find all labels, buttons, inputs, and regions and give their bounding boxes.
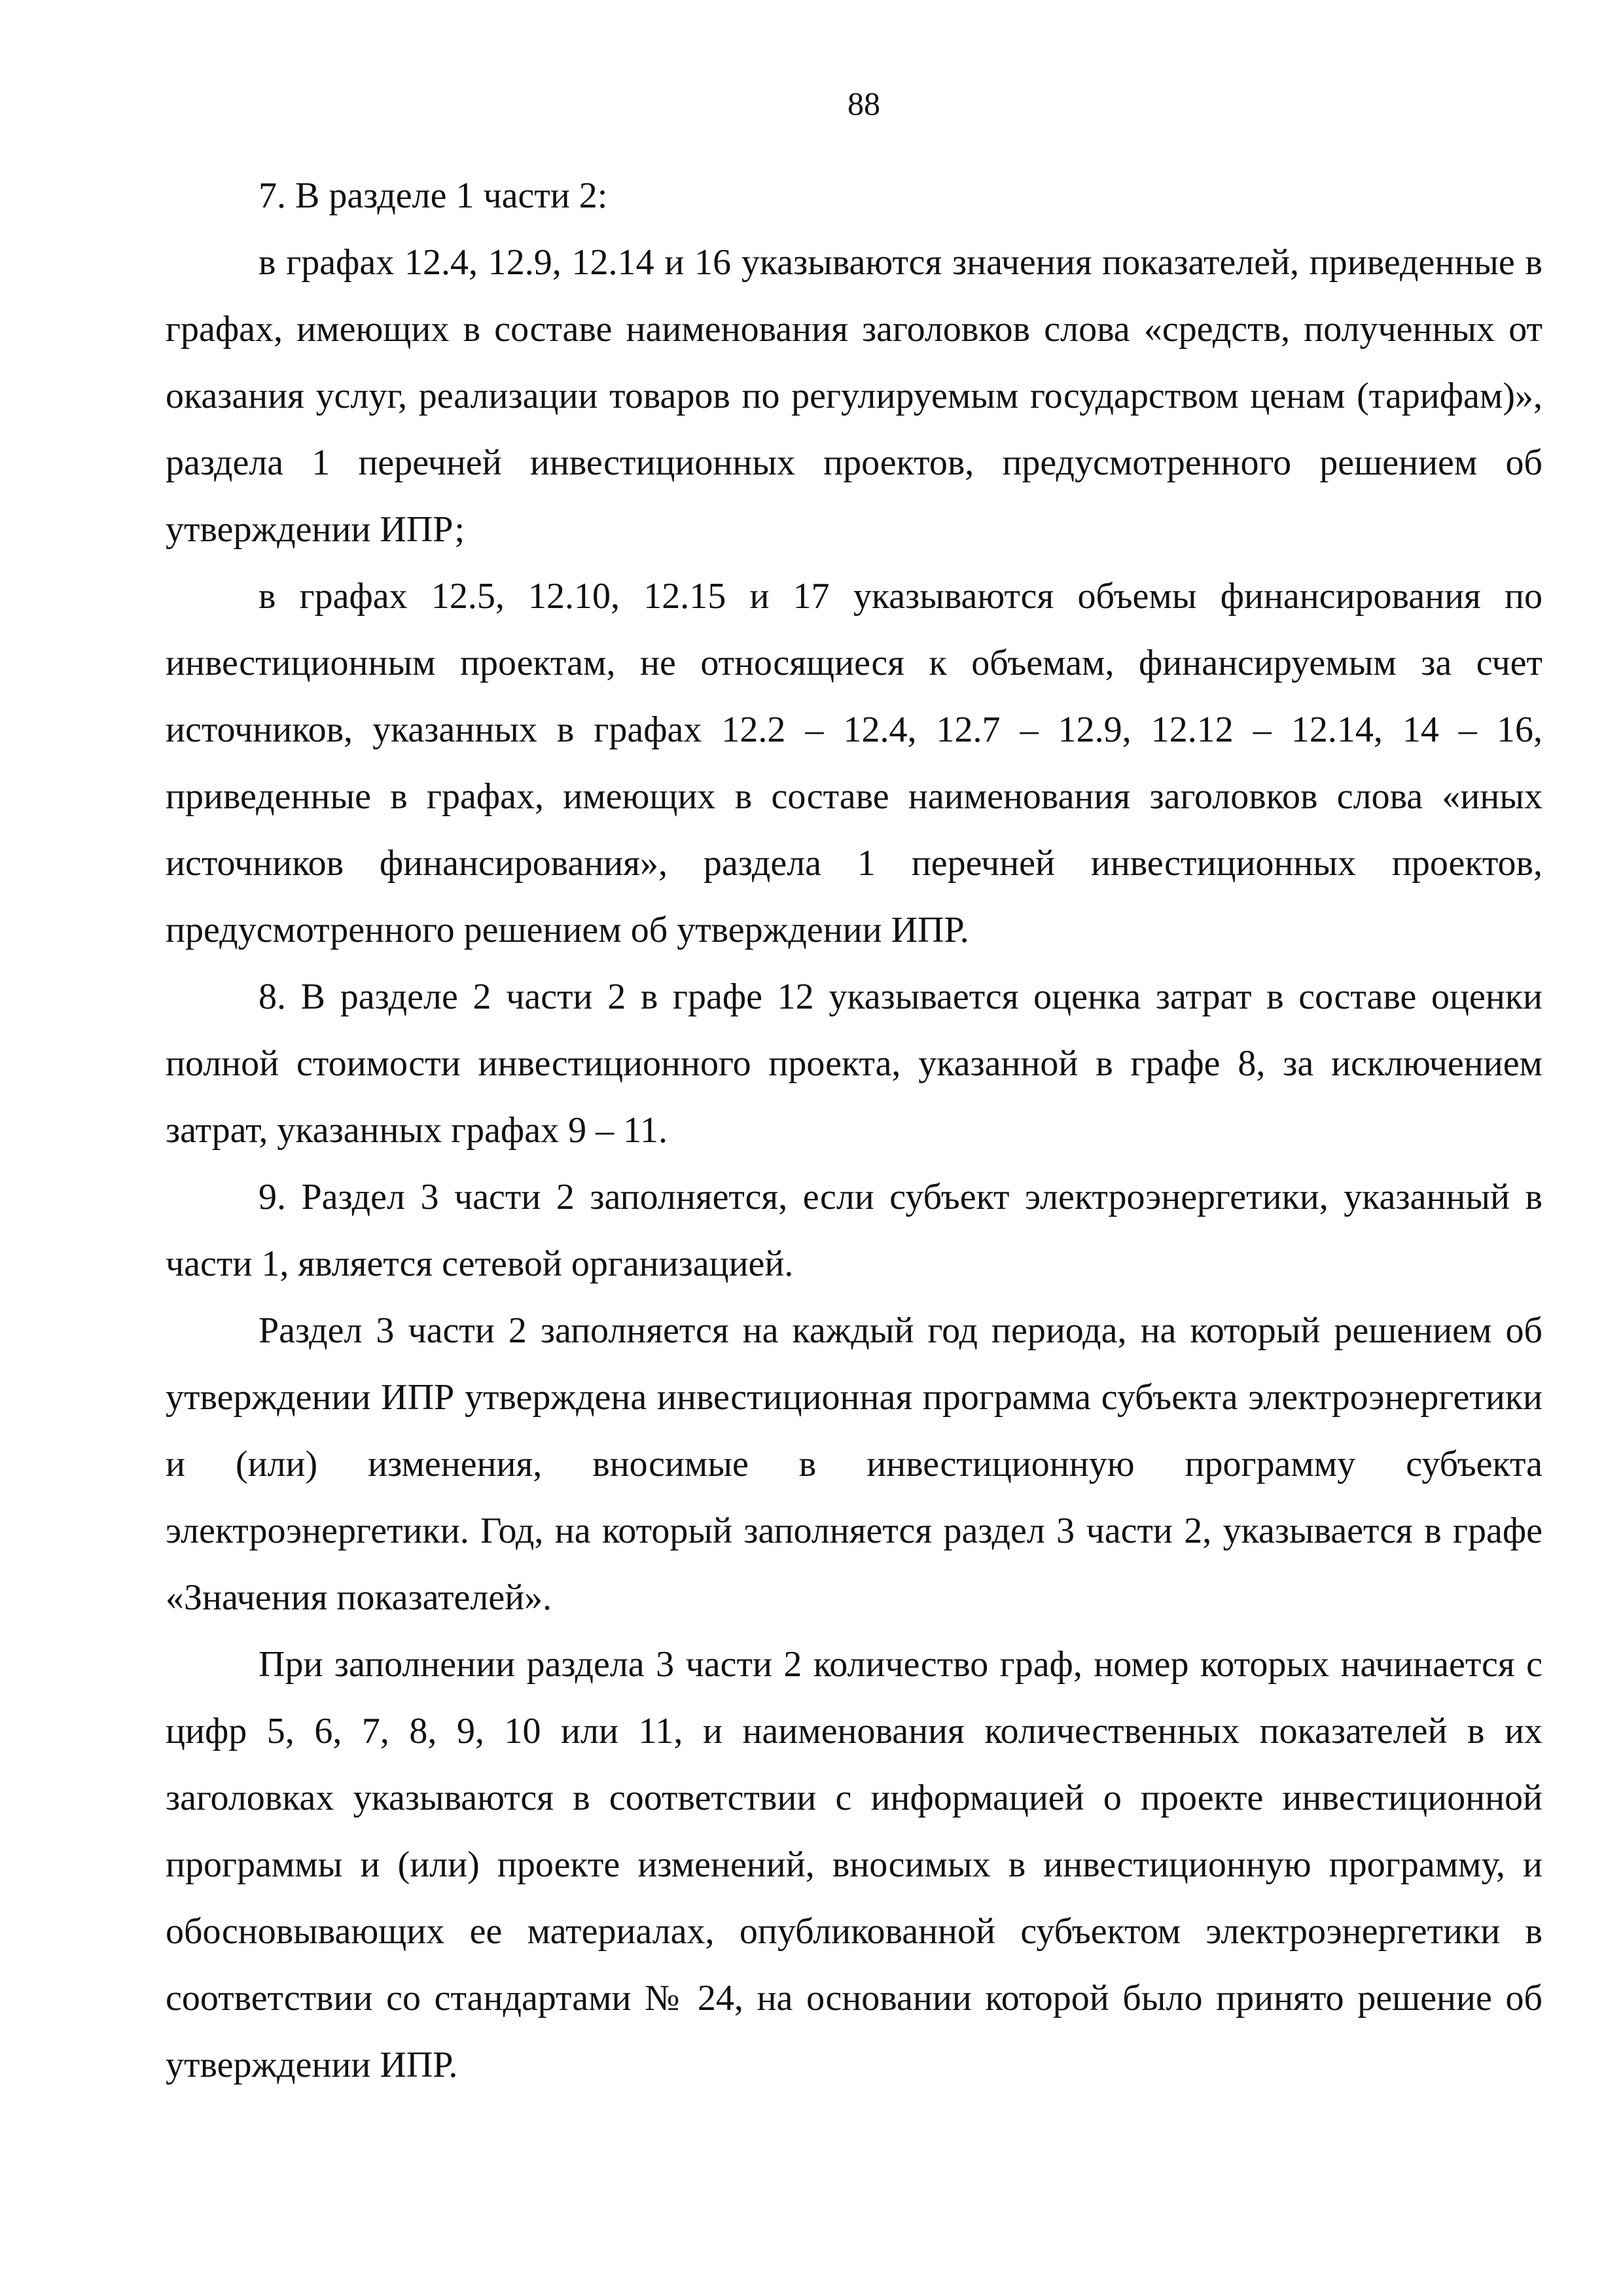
paragraph-graphs-12-4: в графах 12.4, 12.9, 12.14 и 16 указываются значения показателей, приведенные в графах, имеющих в составе наименования заголовков слова «средств, полученных от оказания услуг, реализации товаров по регулируемым государством ценам (тарифам)», раздела 1 перечней инвестиционных проектов, предусмотренного решением об утверждении ИПР;	[166, 242, 1543, 550]
paragraph-section-9: 9. Раздел 3 части 2 заполняется, если субъект электроэнергетики, указанный в части 1, является сетевой организацией.	[166, 1177, 1543, 1284]
paragraph-section-7-heading: 7. В разделе 1 части 2:	[259, 175, 608, 216]
document-body	[166, 162, 1543, 2098]
paragraph-graphs-12-5: в графах 12.5, 12.10, 12.15 и 17 указываются объемы финансирования по инвестиционным проектам, не относящиеся к объемам, финансируемым за счет источников, указанных в графах 12.2 – 12.4, 12.7 – 12.9, 12.12 – 12.14, 14 – 16, приведенные в графах, имеющих в составе наименования заголовков слова «иных источников финансирования», раздела 1 перечней инвестиционных проектов, предусмотренного решением об утверждении ИПР.	[166, 576, 1543, 950]
paragraph-section-3-columns: При заполнении раздела 3 части 2 количество граф, номер которых начинается с цифр 5, 6, 7, 8, 9, 10 или 11, и наименования количественных показателей в их заголовках указываются в соответствии с информацией о проекте инвестиционной программы и (или) проекте изменений, вносимых в инвестиционную программу, и обосновывающих ее материалах, опубликованной субъектом электроэнергетики в соответствии со стандартами № 24, на основании которой было принято решение об утверждении ИПР.	[166, 1644, 1543, 2085]
paragraph-section-3-yearly: Раздел 3 части 2 заполняется на каждый год периода, на который решением об утверждении ИПР утверждена инвестиционная программа субъекта электроэнергетики и (или) изменения, вносимые в инвестиционную программу субъекта электроэнергетики. Год, на который заполняется раздел 3 части 2, указывается в графе «Значения показателей».	[166, 1310, 1543, 1618]
page-number: 88	[847, 85, 880, 122]
paragraph-section-8: 8. В разделе 2 части 2 в графе 12 указывается оценка затрат в составе оценки полной стоимости инвестиционного проекта, указанной в графе 8, за исключением затрат, указанных графах 9 – 11.	[166, 977, 1543, 1151]
